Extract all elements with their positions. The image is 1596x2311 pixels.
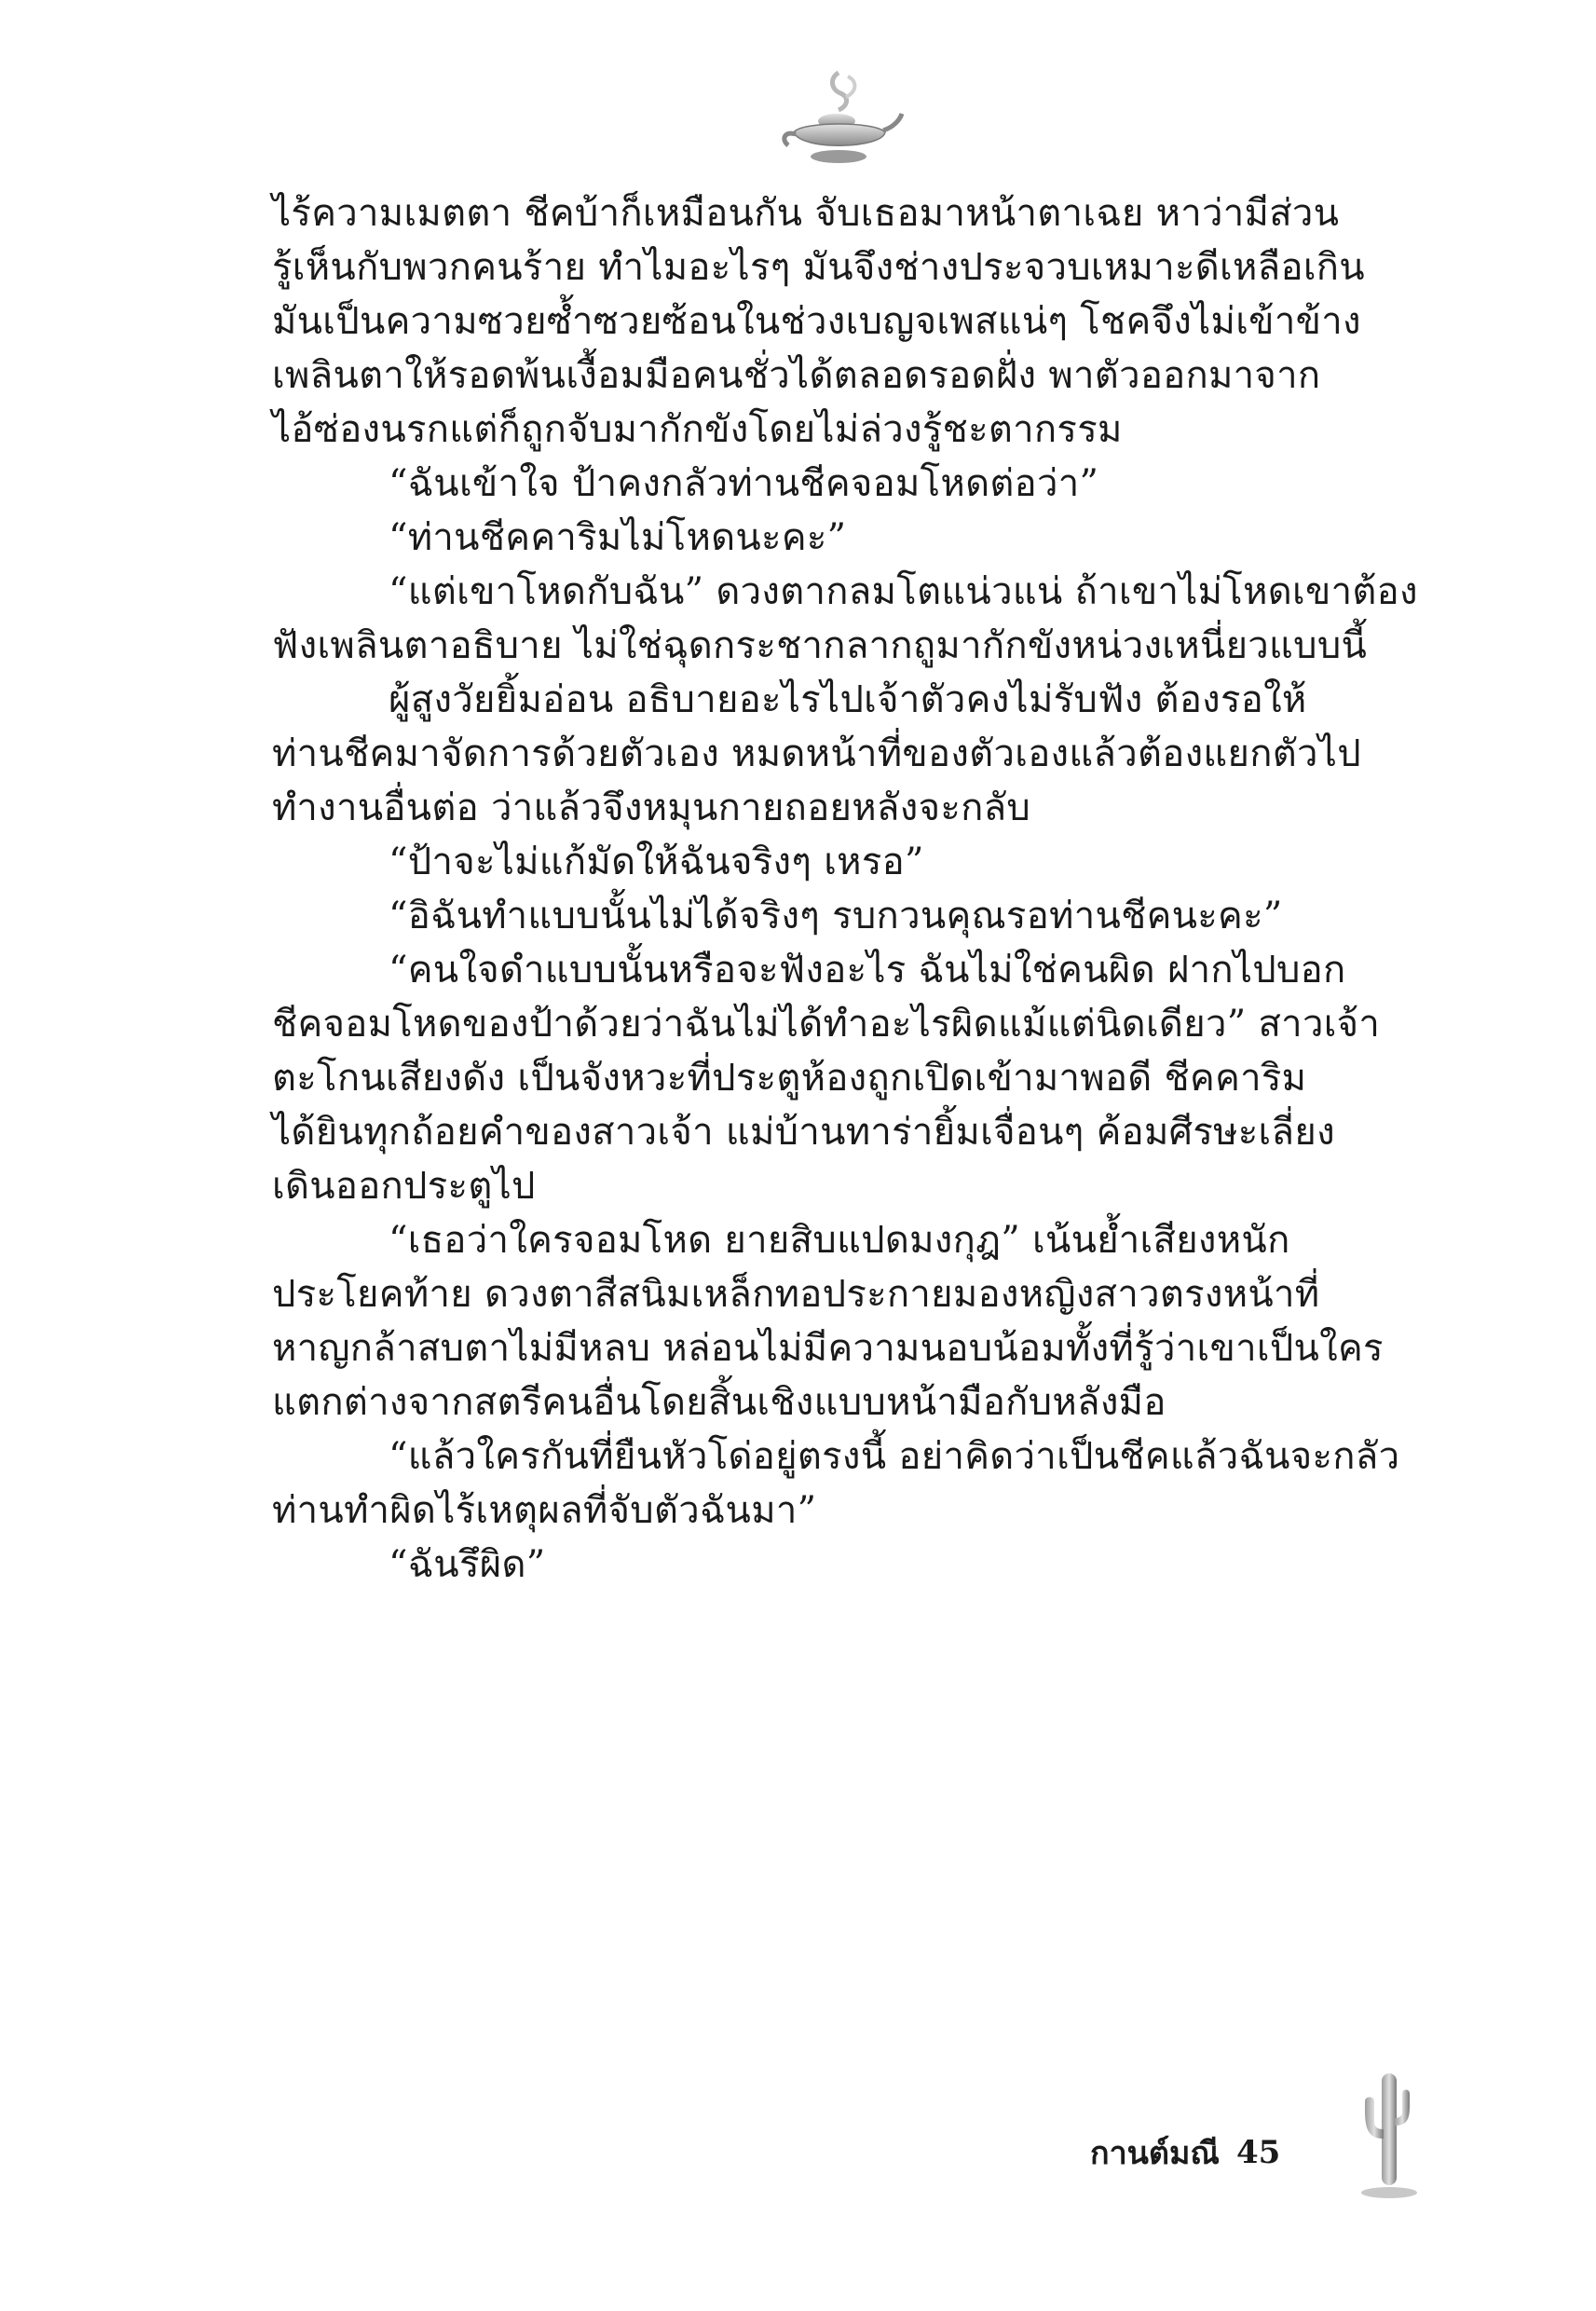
paragraph-line: ได้ยินทุกถ้อยคำของสาวเจ้า แม่บ้านทาร่ายิ้มเจื่อนๆ ค้อมศีรษะเลี่ยง: [272, 1111, 1335, 1154]
paragraph-line: ประโยคท้าย ดวงตาสีสนิมเหล็กทอประกายมองหญิงสาวตรงหน้าที่: [272, 1273, 1320, 1316]
page-number: 45: [1235, 2134, 1281, 2171]
paragraph-line: “คนใจดำแบบนั้นหรือจะฟังอะไร ฉันไม่ใช่คนผิด ฝากไปบอก: [389, 949, 1346, 991]
paragraph-line: “แต่เขาโหดกับฉัน” ดวงตากลมโตแน่วแน่ ถ้าเขาไม่โหดเขาต้อง: [389, 570, 1418, 613]
paragraph-line: “ฉันเข้าใจ ป้าคงกลัวท่านชีคจอมโหดต่อว่า”: [389, 462, 1099, 505]
paragraph-line: ท่านชีคมาจัดการด้วยตัวเอง หมดหน้าที่ของตัวเองแล้วต้องแยกตัวไป: [272, 732, 1361, 775]
paragraph-line: “ป้าจะไม่แก้มัดให้ฉันจริงๆ เหรอ”: [389, 841, 924, 883]
book-title: กานต์มณี: [1090, 2135, 1220, 2172]
paragraph-line: “ท่านชีคคาริมไม่โหดนะคะ”: [389, 516, 847, 559]
paragraph-line: “ฉันรึผิด”: [389, 1543, 546, 1586]
paragraph-line: หาญกล้าสบตาไม่มีหลบ หล่อนไม่มีความนอบน้อมทั้งที่รู้ว่าเขาเป็นใคร: [272, 1327, 1384, 1370]
paragraph-line: ท่านทำผิดไร้เหตุผลที่จับตัวฉันมา”: [272, 1489, 817, 1532]
paragraph-line: “เธอว่าใครจอมโหด ยายสิบแปดมงกุฎ” เน้นย้ำเสียงหนัก: [389, 1219, 1290, 1262]
paragraph-line: ไอ้ซ่องนรกแต่ก็ถูกจับมากักขังโดยไม่ล่วงรู้ชะตากรรม: [272, 408, 1123, 451]
paragraph-line: ผู้สูงวัยยิ้มอ่อน อธิบายอะไรไปเจ้าตัวคงไม่รับฟัง ต้องรอให้: [389, 678, 1307, 721]
paragraph-line: ตะโกนเสียงดัง เป็นจังหวะที่ประตูห้องถูกเปิดเข้ามาพอดี ชีคคาริม: [272, 1057, 1307, 1100]
page-footer: [1090, 2120, 1280, 2185]
paragraph-line: แตกต่างจากสตรีคนอื่นโดยสิ้นเชิงแบบหน้ามือกับหลังมือ: [272, 1381, 1166, 1424]
body-text: [272, 186, 1437, 1592]
paragraph-line: “แล้วใครกันที่ยืนหัวโด่อยู่ตรงนี้ อย่าคิดว่าเป็นชีคแล้วฉันจะกลัว: [389, 1435, 1400, 1478]
paragraph-line: ไร้ความเมตตา ชีคบ้าก็เหมือนกัน จับเธอมาหน้าตาเฉย หาว่ามีส่วน: [272, 192, 1340, 235]
paragraph-line: มันเป็นความซวยซ้ำซวยซ้อนในช่วงเบญจเพสแน่ๆ โชคจึงไม่เข้าข้าง: [272, 300, 1361, 343]
paragraph-line: ฟังเพลินตาอธิบาย ไม่ใช่ฉุดกระชากลากถูมากักขังหน่วงเหนี่ยวแบบนี้: [272, 624, 1368, 667]
paragraph-line: ทำงานอื่นต่อ ว่าแล้วจึงหมุนกายถอยหลังจะกลับ: [272, 786, 1031, 829]
paragraph-line: เดินออกประตูไป: [272, 1165, 536, 1208]
paragraph-line: รู้เห็นกับพวกคนร้าย ทำไมอะไรๆ มันจึงช่างประจวบเหมาะดีเหลือเกิน: [272, 246, 1365, 289]
paragraph-line: เพลินตาให้รอดพ้นเงื้อมมือคนชั่วได้ตลอดรอดฝั่ง พาตัวออกมาจาก: [272, 354, 1321, 397]
cactus-icon: [1356, 2064, 1421, 2204]
genie-lamp-icon: [773, 65, 904, 168]
paragraph-line: ชีคจอมโหดของป้าด้วยว่าฉันไม่ได้ทำอะไรผิดแม้แต่นิดเดียว” สาวเจ้า: [272, 1003, 1381, 1046]
paragraph-line: “อิฉันทำแบบนั้นไม่ได้จริงๆ รบกวนคุณรอท่านชีคนะคะ”: [389, 895, 1283, 937]
